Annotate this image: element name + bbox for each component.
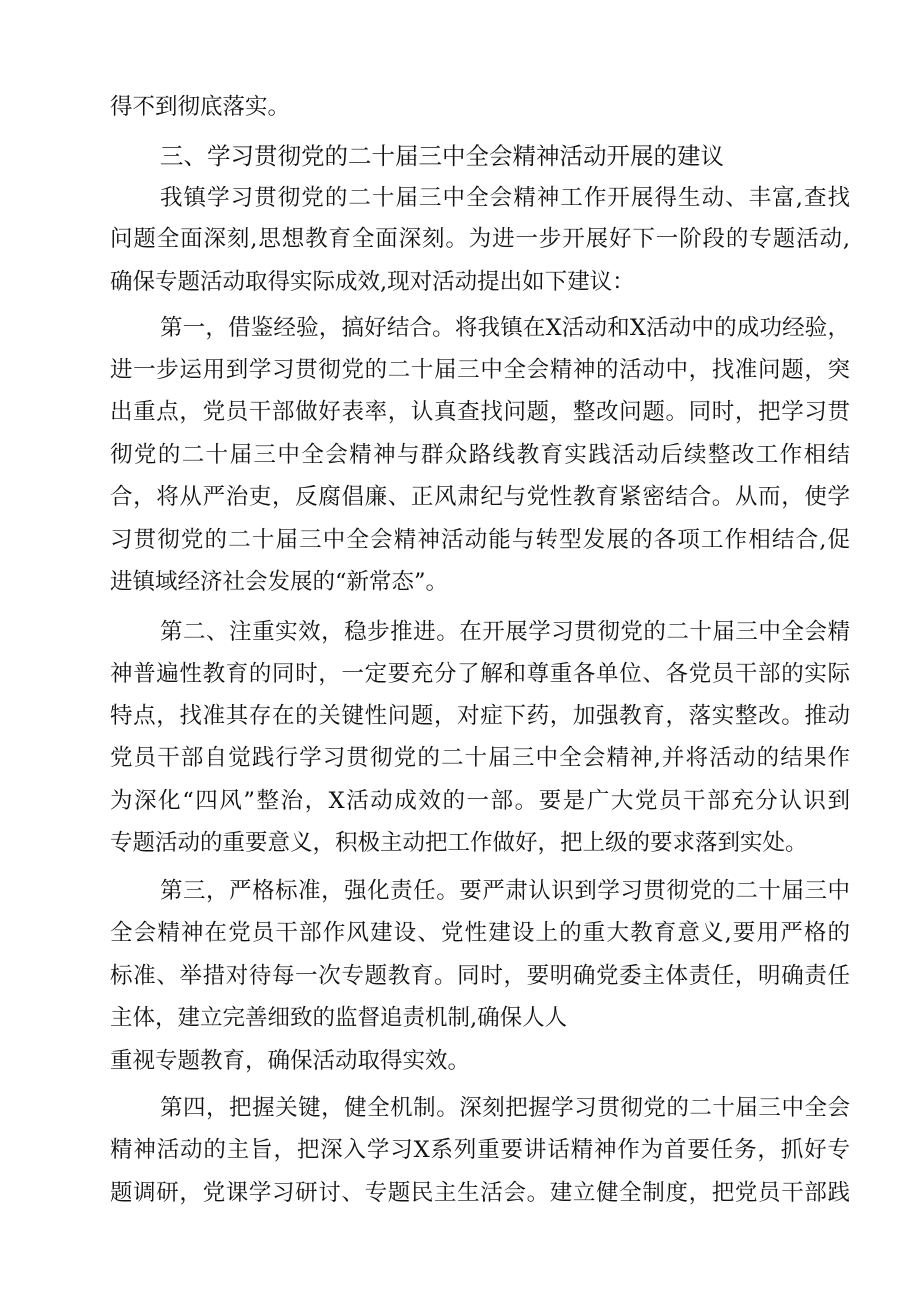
paragraph-line: 彻党的二十届三中全会精神与群众路线教育实践活动后续整改工作相结 (110, 442, 850, 468)
paragraph-line: 出重点，党员干部做好表率，认真查找问题，整改问题。同时，把学习贯 (110, 399, 850, 425)
paragraph-line: 精神活动的主旨，把深入学习X系列重要讲话精神作为首要任务，抓好专 (110, 1137, 850, 1163)
paragraph-line: 党员干部自觉践行学习贯彻党的二十届三中全会精神,并将活动的结果作 (110, 745, 850, 771)
paragraph-line: 问题全面深刻,思想教育全面深刻。为进一步开展好下一阶段的专题活动, (110, 226, 850, 252)
text-line: 得不到彻底落实。 (110, 94, 291, 120)
paragraph-line: 进镇域经济社会发展的“新常态”。 (110, 569, 449, 595)
paragraph-line: 习贯彻党的二十届三中全会精神活动能与转型发展的各项工作相结合,促 (110, 527, 850, 553)
paragraph-line: 题调研，党课学习研讨、专题民主生活会。建立健全制度，把党员干部践 (110, 1180, 850, 1206)
paragraph-line: 全会精神在党员干部作风建设、党性建设上的重大教育意义,要用严格的 (110, 920, 850, 946)
paragraph-line: 我镇学习贯彻党的二十届三中全会精神工作开展得生动、丰富,查找 (160, 185, 850, 211)
paragraph-line: 合，将从严治吏，反腐倡廉、正风肃纪与党性教育紧密结合。从而，使学 (110, 484, 850, 510)
paragraph-line: 标准、举措对待每一次专题教育。同时，要明确党委主体责任，明确责任 (110, 963, 850, 989)
paragraph-line: 重视专题教育，确保活动取得实效。 (110, 1048, 471, 1074)
paragraph-line: 神普遍性教育的同时，一定要充分了解和尊重各单位、各党员干部的实际 (110, 661, 850, 687)
paragraph-line: 第二、注重实效，稳步推进。在开展学习贯彻党的二十届三中全会精 (160, 619, 850, 645)
paragraph-line: 进一步运用到学习贯彻党的二十届三中全会精神的活动中，找准问题，突 (110, 357, 850, 383)
paragraph-line: 第三，严格标准，强化责任。要严肃认识到学习贯彻党的二十届三中 (160, 878, 850, 904)
paragraph-line: 专题活动的重要意义，积极主动把工作做好，把上级的要求落到实处。 (110, 830, 808, 856)
paragraph-line: 确保专题活动取得实际成效,现对活动提出如下建议： (110, 269, 635, 295)
paragraph-line: 主体，建立完善细致的监督追责机制,确保人人 (110, 1005, 568, 1031)
paragraph-line: 第四，把握关键，健全机制。深刻把握学习贯彻党的二十届三中全会 (160, 1095, 850, 1121)
paragraph-line: 第一，借鉴经验，搞好结合。将我镇在X活动和X活动中的成功经验， (160, 315, 850, 341)
paragraph-line: 特点，找准其存在的关键性问题，对症下药，加强教育，落实整改。推动 (110, 703, 850, 729)
paragraph-line: 为深化“四风”整治，X活动成效的一部。要是广大党员干部充分认识到 (110, 788, 850, 814)
section-heading: 三、学习贯彻党的二十届三中全会精神活动开展的建议 (160, 142, 724, 170)
